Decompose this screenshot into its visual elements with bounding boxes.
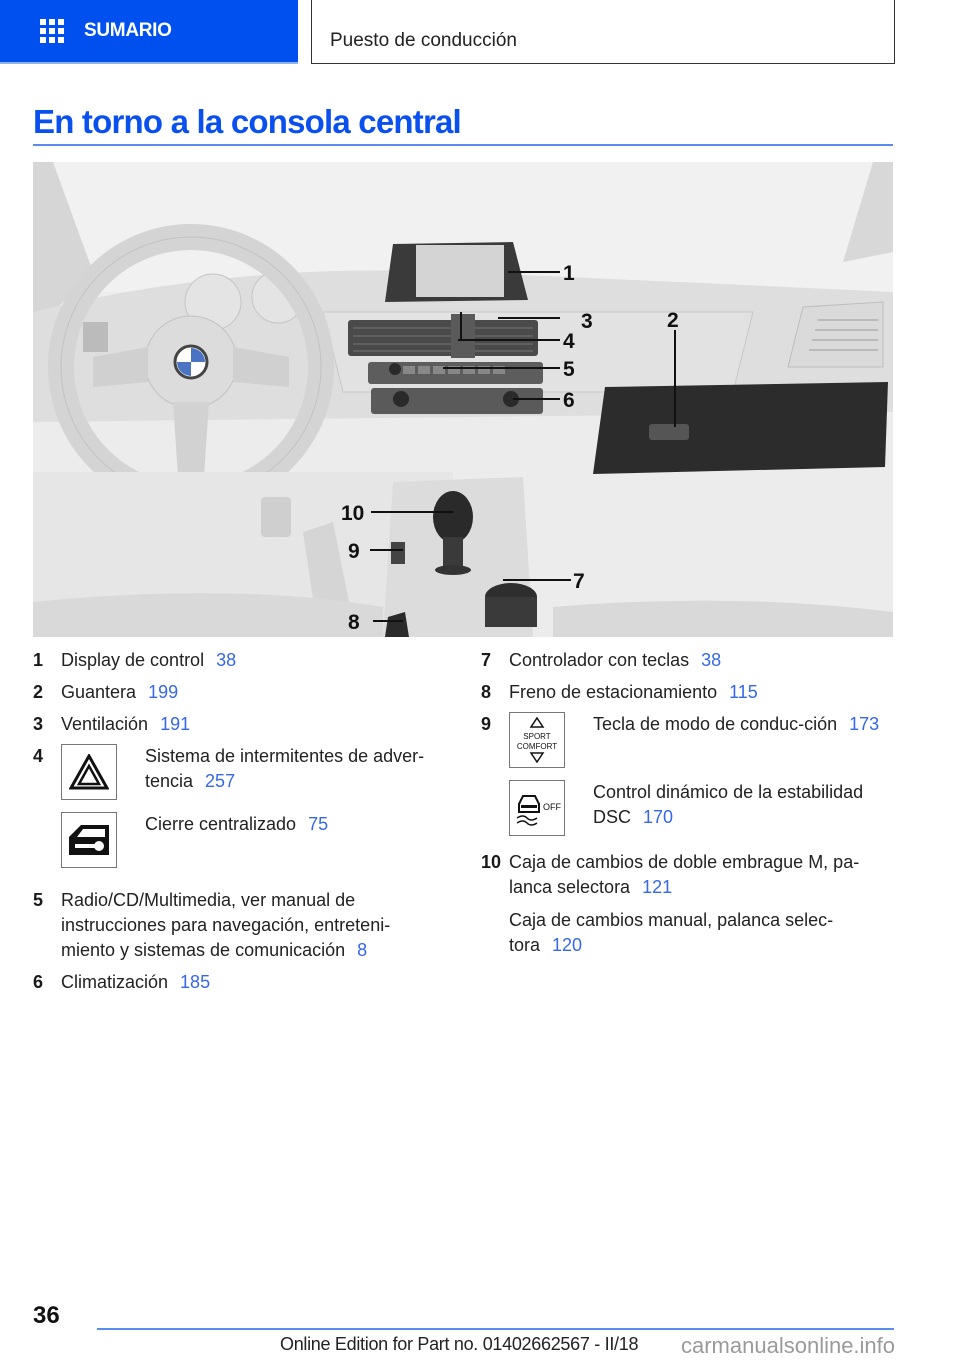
item-text: Controlador con teclas [509, 650, 690, 670]
item-text: Cierre centralizado [145, 814, 297, 834]
legend-item-5 [33, 888, 453, 963]
item-text: Display de control [61, 650, 205, 670]
page-ref-link[interactable]: 121 [642, 877, 673, 897]
legend-subitem [509, 780, 901, 836]
page-number: 36 [33, 1302, 60, 1329]
page-ref-link[interactable]: 38 [701, 650, 722, 670]
legend-subitem [61, 744, 453, 800]
door-key-lock-icon [61, 812, 117, 868]
page-title: En torno a la consola central [33, 103, 461, 140]
callout-4: 4 [563, 330, 575, 353]
page-ref-link[interactable]: 38 [216, 650, 237, 670]
legend-left-column [33, 648, 453, 1002]
item-text: Caja de cambios manual, palanca selec-tora [509, 910, 834, 955]
legend-item-10 [481, 850, 901, 958]
footer-divider [97, 1328, 894, 1330]
page-ref-link[interactable]: 173 [849, 714, 880, 734]
grid-icon [40, 19, 64, 43]
callout-9: 9 [348, 540, 360, 563]
item-text: Guantera [61, 682, 137, 702]
legend-subitem [61, 812, 453, 868]
legend-item-4 [33, 744, 453, 868]
callout-8: 8 [348, 611, 360, 634]
item-number: 2 [33, 682, 44, 702]
item-text: Freno de estacionamiento [509, 682, 718, 702]
legend-item-2 [33, 680, 453, 705]
svg-text:SPORT: SPORT [523, 732, 551, 741]
callout-10: 10 [341, 502, 365, 525]
item-number: 8 [481, 682, 492, 702]
page-ref-link[interactable]: 170 [643, 807, 674, 827]
page-ref-link[interactable]: 8 [357, 940, 368, 960]
legend-item-8 [481, 680, 901, 705]
callout-3: 3 [581, 310, 593, 333]
page-ref-link[interactable]: 120 [552, 935, 583, 955]
callout-5: 5 [563, 358, 575, 381]
callout-2: 2 [667, 309, 679, 332]
page-ref-link[interactable]: 185 [180, 972, 211, 992]
page-ref-link[interactable]: 115 [729, 682, 758, 702]
callout-1: 1 [563, 262, 575, 285]
sport-comfort-icon [509, 712, 565, 768]
legend-item-1 [33, 648, 453, 673]
item-number: 7 [481, 650, 492, 670]
page-ref-link[interactable]: 199 [148, 682, 179, 702]
item-text: Climatización [61, 972, 169, 992]
item-number: 4 [33, 746, 44, 766]
item-text: Sistema de intermitentes de adver-tencia [145, 746, 425, 791]
sumario-button[interactable] [0, 0, 298, 64]
dsc-off-icon [509, 780, 565, 836]
chapter-tab[interactable] [311, 0, 895, 64]
edition-text: Online Edition for Part no. 01402662567 - II/18 [280, 1334, 639, 1354]
page-ref-link[interactable]: 257 [205, 771, 236, 791]
item-text: Control dinámico de la estabilidad DSC [593, 782, 864, 827]
page-ref-link[interactable]: 191 [160, 714, 191, 734]
legend-item-7 [481, 648, 901, 673]
item-text: Radio/CD/Multimedia, ver manual de instrucciones para navegación, entreteni-miento y sistemas de comunicación [61, 890, 391, 960]
item-number: 9 [481, 714, 492, 734]
item-number: 5 [33, 890, 44, 910]
legend-item-9 [481, 712, 901, 836]
callout-6: 6 [563, 389, 575, 412]
hazard-warning-icon [61, 744, 117, 800]
legend-item-3 [33, 712, 453, 737]
svg-text:COMFORT: COMFORT [516, 742, 558, 751]
watermark: carmanualsonline.info [681, 1333, 896, 1358]
legend-right-column [481, 648, 901, 965]
item-text: Tecla de modo de conduc-ción [593, 714, 838, 734]
item-text: Ventilación [61, 714, 149, 734]
dashboard-illustration [33, 162, 893, 637]
page-ref-link[interactable]: 75 [308, 814, 329, 834]
item-text: Caja de cambios de doble embrague M, pa-lanca selectora [509, 852, 860, 897]
sumario-label: SUMARIO [84, 20, 172, 41]
item-number: 3 [33, 714, 44, 734]
chapter-label: Puesto de conducción [330, 30, 517, 51]
item-number: 1 [33, 650, 44, 670]
legend-item-6 [33, 970, 453, 995]
callout-7: 7 [573, 570, 585, 593]
item-number: 10 [481, 852, 502, 872]
title-divider [33, 144, 893, 146]
item-number: 6 [33, 972, 44, 992]
svg-text:OFF: OFF [543, 802, 561, 812]
legend-subitem [509, 712, 901, 768]
